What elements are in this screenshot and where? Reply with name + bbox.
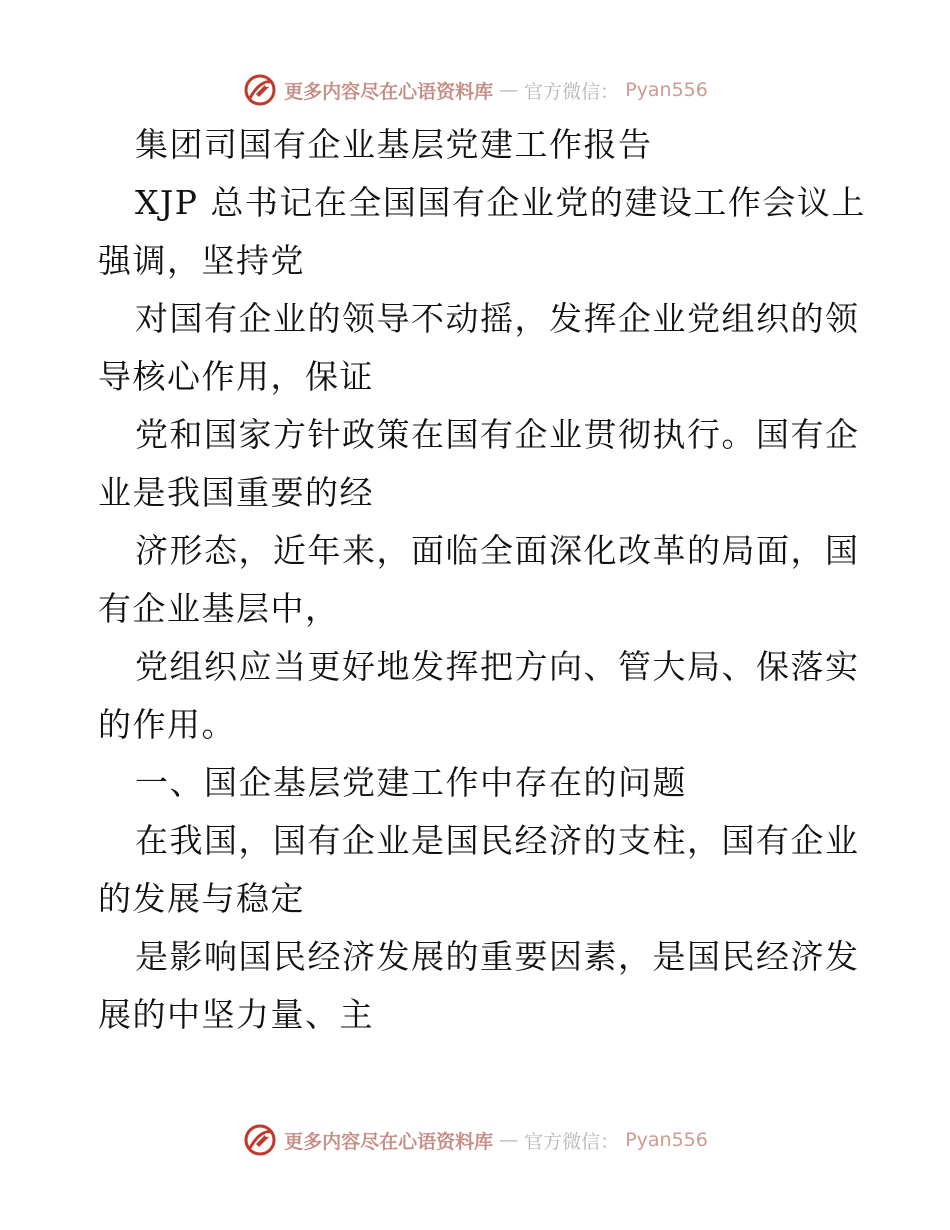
document-body — [98, 116, 866, 1044]
text-line: 党组织应当更好地发挥把方向、管大局、保落实 — [135, 647, 860, 686]
banner-title: 更多内容尽在心语资料库 — [284, 80, 494, 103]
text-line: XJP 总书记在全国国有企业党的建设工作会议上 — [135, 183, 866, 222]
banner-separator: — — [499, 1129, 519, 1151]
text-line: 的作用。 — [98, 705, 236, 744]
logo-icon — [242, 1122, 278, 1158]
text-line: 导核心作用，保证 — [98, 357, 374, 396]
text-line: 对国有企业的领导不动摇，发挥企业党组织的领 — [135, 299, 860, 338]
text-line: 业是我国重要的经 — [98, 473, 374, 512]
logo-icon — [242, 72, 278, 108]
banner-wechat-id: Pyan556 — [625, 1129, 708, 1151]
text-line: 一、国企基层党建工作中存在的问题 — [135, 763, 687, 802]
banner-separator: — — [499, 79, 519, 101]
banner-wechat-label: 官方微信： — [524, 1130, 620, 1153]
header-banner — [0, 70, 950, 110]
text-line: 在我国，国有企业是国民经济的支柱，国有企业 — [135, 821, 860, 860]
text-line: 党和国家方针政策在国有企业贯彻执行。国有企 — [135, 415, 860, 454]
text-line: 展的中坚力量、主 — [98, 995, 374, 1034]
footer-banner — [0, 1120, 950, 1160]
banner-wechat-id: Pyan556 — [625, 79, 708, 101]
banner-title: 更多内容尽在心语资料库 — [284, 1130, 494, 1153]
text-line: 强调，坚持党 — [98, 241, 305, 280]
text-line: 集团司国有企业基层党建工作报告 — [135, 125, 653, 164]
text-line: 的发展与稳定 — [98, 879, 305, 918]
banner-wechat-label: 官方微信： — [524, 80, 620, 103]
text-line: 是影响国民经济发展的重要因素，是国民经济发 — [135, 937, 860, 976]
text-line: 济形态，近年来，面临全面深化改革的局面，国 — [135, 531, 860, 570]
text-line: 有企业基层中， — [98, 589, 340, 628]
